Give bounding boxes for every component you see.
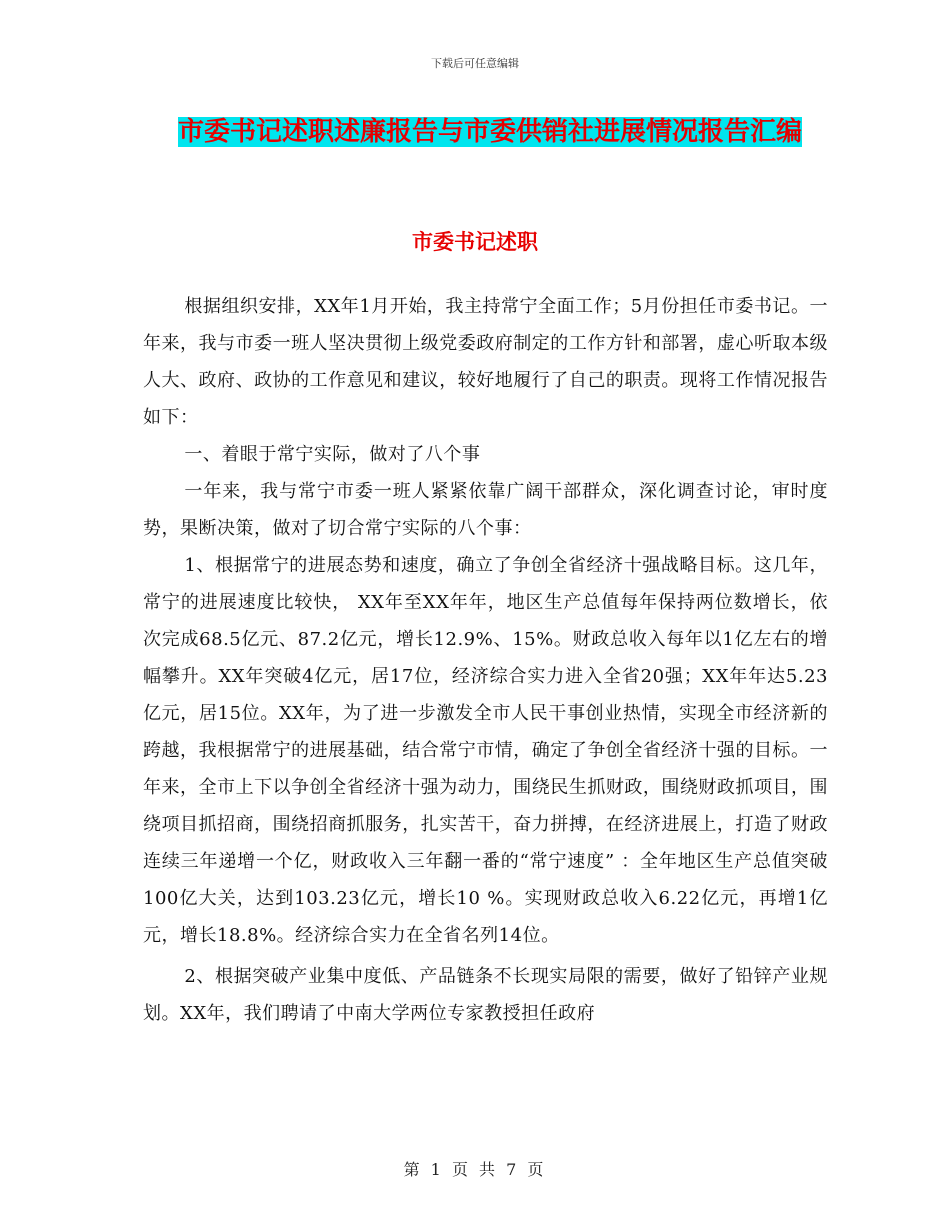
paragraph: 一年来，我与常宁市委一班人紧紧依靠广阔干部群众，深化调查讨论，审时度势，果断决策，做对了切合常宁实际的八个事： bbox=[143, 481, 828, 539]
section-title: 市委书记述职 bbox=[412, 230, 538, 254]
page-footer: 第 1 页 共 7 页 bbox=[403, 1160, 547, 1179]
header-note: 下载后可任意编辑 bbox=[431, 57, 519, 70]
paragraph: 2、根据突破产业集中度低、产品链条不长现实局限的需要，做好了铅锌产业规划。XX年，我们聘请了中南大学两位专家教授担任政府 bbox=[143, 966, 828, 1024]
document-title-text: 市委书记述职述廉报告与市委供销社进展情况报告汇编 bbox=[177, 117, 802, 147]
paragraph: 1、根据常宁的进展态势和速度，确立了争创全省经济十强战略目标。这几年，常宁的进展速度比较快， XX年至XX年年，地区生产总值每年保持两位数增长，依次完成68.5亿元、87.2亿元，增长12.9%、15%。财政总收入每年以1亿左右的增幅攀升。XX年突破4亿元，居17位，经济综合实力进入全省20强；XX年年达5.23亿元，居15位。XX年，为了进一步激发全市人民干事创业热情，实现全市经济新的跨越，我根据常宁的进展基础，结合常宁市情，确定了争创全省经济十强的目标。一年来，全市上下以争创全省经济十强为动力，围绕民生抓财政，围绕财政抓项目，围绕项目抓招商，围绕招商抓服务，扎实苦干，奋力拼搏，在经济进展上，打造了财政连续三年递增一个亿，财政收入三年翻一番的“常宁速度” ：全年地区生产总值突破100亿大关，达到103.23亿元，增长10 %。实现财政总收入6.22亿元，再增1亿元，增长18.8%。经济综合实力在全省名列14位。 bbox=[143, 555, 828, 946]
paragraph: 一、着眼于常宁实际，做对了八个事 bbox=[184, 444, 481, 465]
paragraph: 根据组织安排，XX年1月开始，我主持常宁全面工作；5月份担任市委书记。一年来，我与市委一班人坚决贯彻上级党委政府制定的工作方针和部署，虚心听取本级人大、政府、政协的工作意见和建议，较好地履行了自己的职责。现将工作情况报告如下： bbox=[143, 296, 828, 428]
document-title bbox=[140, 110, 840, 154]
body-text bbox=[143, 288, 828, 1032]
